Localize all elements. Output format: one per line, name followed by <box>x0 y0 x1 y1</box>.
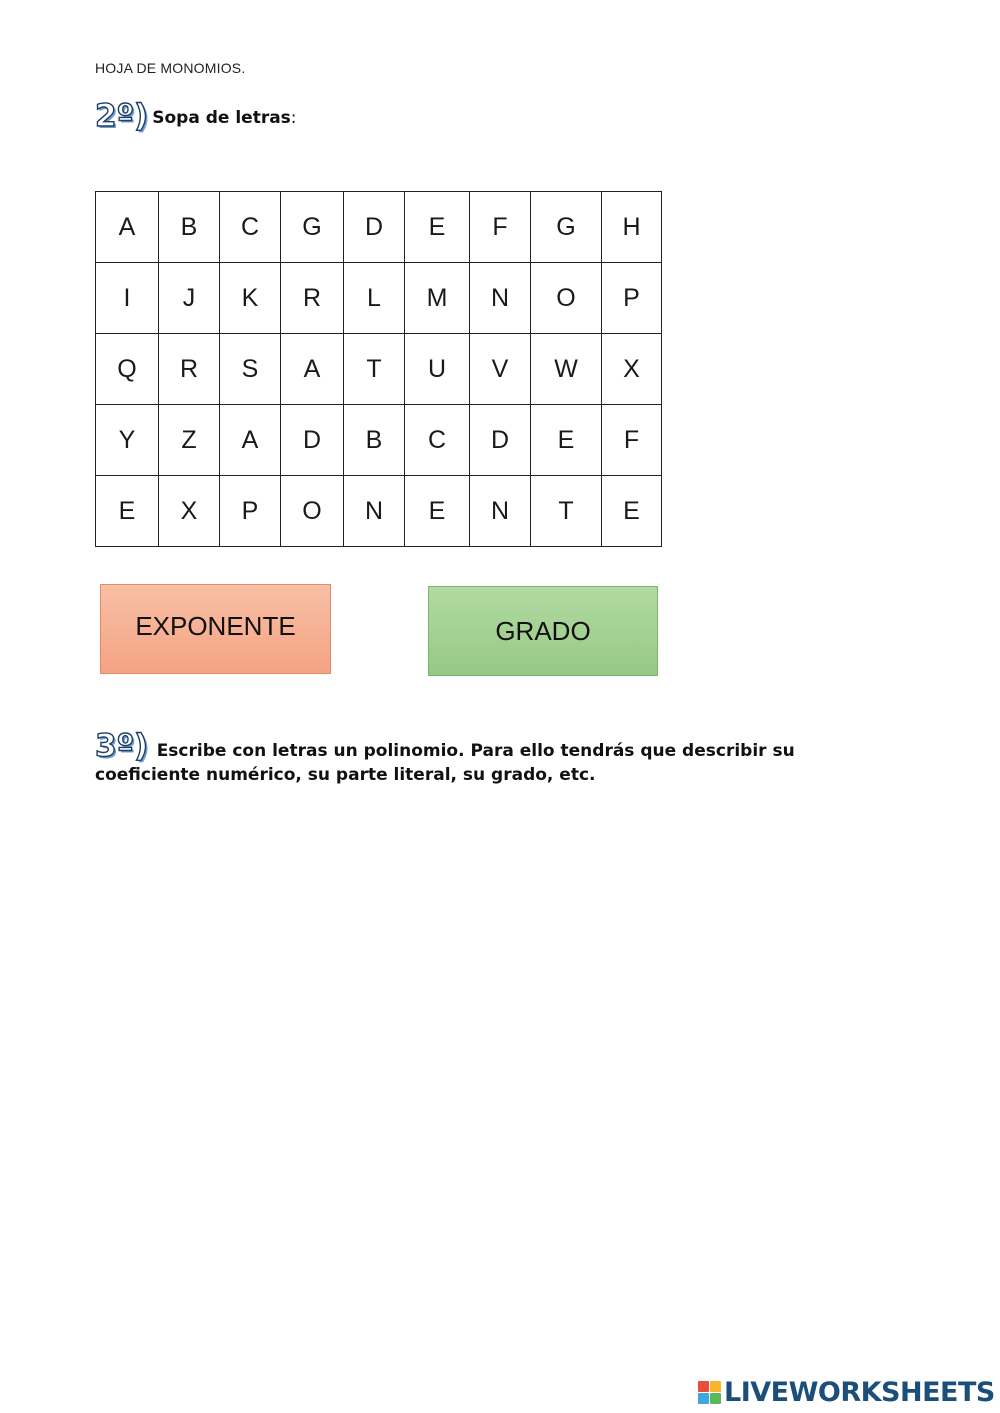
grid-cell[interactable]: F <box>470 192 531 263</box>
grid-cell[interactable]: G <box>281 192 344 263</box>
grid-cell[interactable]: F <box>602 405 662 476</box>
grid-cell[interactable]: T <box>531 476 602 547</box>
document-title: HOJA DE MONOMIOS. <box>95 60 246 76</box>
grid-cell[interactable]: N <box>344 476 405 547</box>
grid-cell[interactable]: G <box>531 192 602 263</box>
word-box-grado[interactable]: GRADO <box>428 586 658 676</box>
grid-cell[interactable]: N <box>470 263 531 334</box>
grid-cell[interactable]: A <box>220 405 281 476</box>
grid-row <box>96 263 662 334</box>
grid-cell[interactable]: B <box>344 405 405 476</box>
section-2-label-text: Sopa de letras <box>152 108 291 128</box>
section-2-label <box>152 108 296 132</box>
grid-cell[interactable]: A <box>281 334 344 405</box>
grid-cell[interactable]: D <box>344 192 405 263</box>
grid-cell[interactable]: J <box>159 263 220 334</box>
grid-cell[interactable]: O <box>531 263 602 334</box>
grid-cell[interactable]: Z <box>159 405 220 476</box>
grid-cell[interactable]: T <box>344 334 405 405</box>
grid-cell[interactable]: E <box>405 476 470 547</box>
grid-cell[interactable]: O <box>281 476 344 547</box>
grid-cell[interactable]: V <box>470 334 531 405</box>
word-box-exponente[interactable]: EXPONENTE <box>100 584 331 674</box>
grid-cell[interactable]: R <box>159 334 220 405</box>
grid-cell[interactable]: M <box>405 263 470 334</box>
grid-cell[interactable]: C <box>220 192 281 263</box>
grid-cell[interactable]: Q <box>96 334 159 405</box>
section-2-heading <box>95 100 297 132</box>
grid-cell[interactable]: P <box>220 476 281 547</box>
grid-row <box>96 334 662 405</box>
grid-cell[interactable]: N <box>470 476 531 547</box>
grid-cell[interactable]: K <box>220 263 281 334</box>
word-search-grid <box>95 191 662 547</box>
grid-cell[interactable]: H <box>602 192 662 263</box>
grid-row <box>96 405 662 476</box>
section-3-heading <box>95 730 895 787</box>
grid-cell[interactable]: D <box>470 405 531 476</box>
grid-cell[interactable]: I <box>96 263 159 334</box>
grid-cell[interactable]: L <box>344 263 405 334</box>
grid-cell[interactable]: E <box>405 192 470 263</box>
grid-cell[interactable]: C <box>405 405 470 476</box>
grid-cell[interactable]: E <box>602 476 662 547</box>
grid-cell[interactable]: W <box>531 334 602 405</box>
liveworksheets-logo <box>698 1377 995 1408</box>
grid-cell[interactable]: X <box>159 476 220 547</box>
grid-row <box>96 476 662 547</box>
liveworksheets-logo-text: LIVEWORKSHEETS <box>724 1377 995 1408</box>
section-2-number: 2º) <box>95 98 149 134</box>
grid-cell[interactable]: P <box>602 263 662 334</box>
grid-cell[interactable]: D <box>281 405 344 476</box>
section-2-label-suffix: : <box>290 108 297 128</box>
section-3-number: 3º) <box>95 728 149 764</box>
grid-cell[interactable]: E <box>531 405 602 476</box>
grid-cell[interactable]: Y <box>96 405 159 476</box>
grid-cell[interactable]: U <box>405 334 470 405</box>
grid-cell[interactable]: S <box>220 334 281 405</box>
grid-cell[interactable]: E <box>96 476 159 547</box>
grid-cell[interactable]: R <box>281 263 344 334</box>
grid-cell[interactable]: B <box>159 192 220 263</box>
grid-cell[interactable]: A <box>96 192 159 263</box>
section-3-instructions: Escribe con letras un polinomio. Para ello tendrás que describir su coeficiente numérico, su parte literal, su grado, etc. <box>95 741 795 785</box>
liveworksheets-logo-icon <box>698 1381 721 1404</box>
grid-cell[interactable]: X <box>602 334 662 405</box>
grid-row <box>96 192 662 263</box>
